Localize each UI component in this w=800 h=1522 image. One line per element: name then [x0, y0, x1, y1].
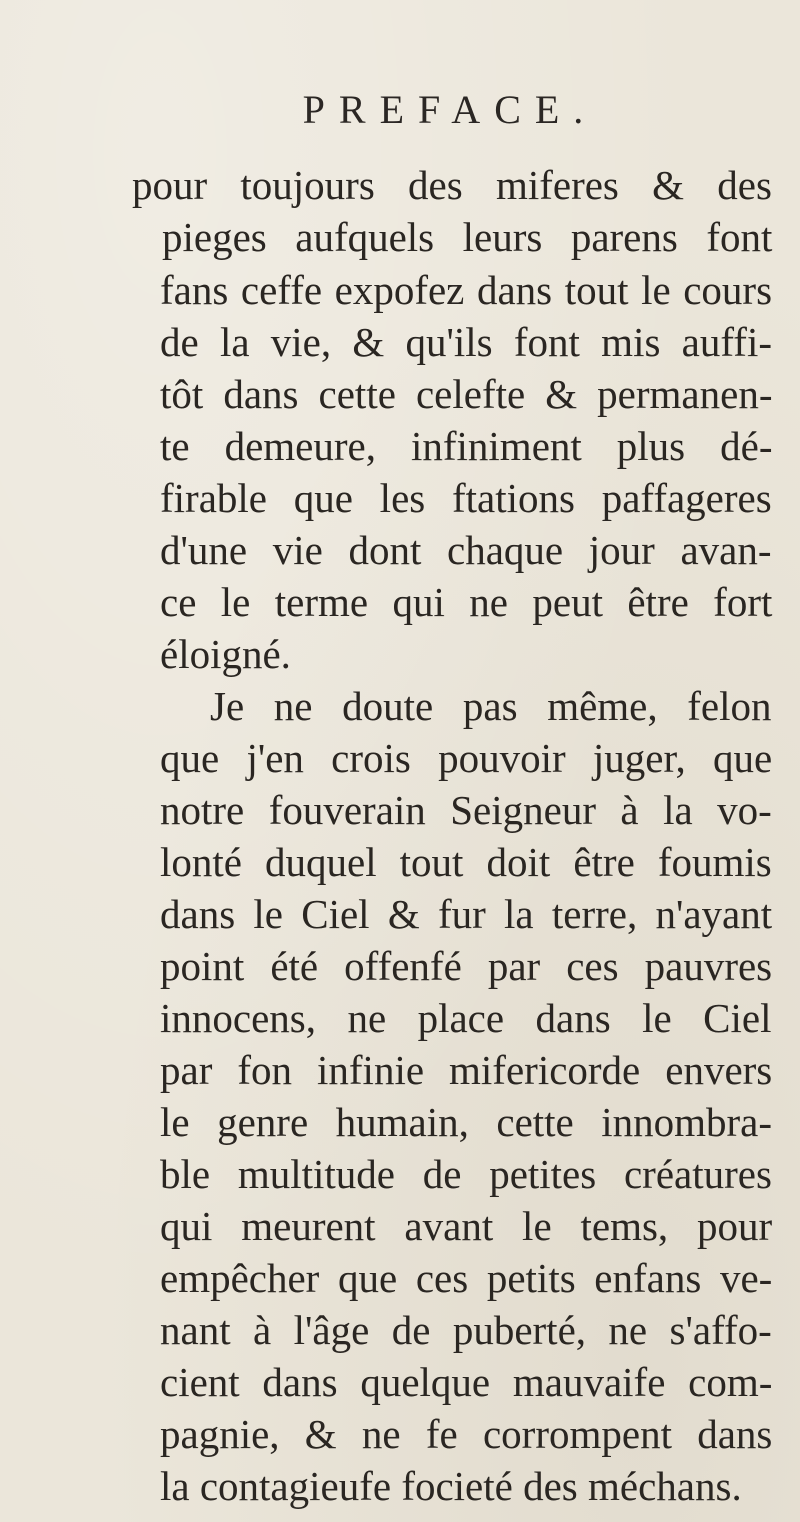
text-line: d'une vie dont chaque jour avan- [160, 527, 772, 573]
text-line: innocens, ne place dans le Ciel [160, 995, 772, 1041]
running-head: PREFACE. [302, 87, 598, 132]
text-line: fans ceffe expofez dans tout le cours [160, 267, 773, 313]
text-line: tôt dans cette celefte & permanen- [160, 371, 773, 417]
text-line: pagnie, & ne fe corrompent dans [160, 1411, 773, 1457]
text-line: point été offenfé par ces pauvres [160, 943, 773, 989]
text-line: qui meurent avant le tems, pour [160, 1203, 773, 1249]
text-line: la contagieufe focieté des méchans. [160, 1463, 742, 1509]
text-line: pour toujours des miferes & des [132, 162, 772, 208]
text-line: lonté duquel tout doit être foumis [160, 839, 772, 885]
text-line: notre fouverain Seigneur à la vo- [160, 787, 772, 833]
text-line: Je ne doute pas même, felon [210, 683, 772, 729]
text-line: de la vie, & qu'ils font mis auffi- [160, 319, 772, 365]
text-line: par fon infinie mifericorde envers [160, 1047, 773, 1093]
text-line: éloigné. [160, 631, 291, 677]
text-line: que j'en crois pouvoir juger, que [160, 735, 773, 781]
text-line: te demeure, infiniment plus dé- [160, 423, 773, 469]
text-line: ce le terme qui ne peut être fort [160, 579, 773, 625]
text-line: cient dans quelque mauvaife com- [160, 1359, 773, 1405]
text-line: dans le Ciel & fur la terre, n'ayant [160, 891, 773, 937]
text-line: firable que les ftations paffageres [160, 475, 772, 521]
text-line: ble multitude de petites créatures [160, 1151, 772, 1197]
text-line: le genre humain, cette innombra- [160, 1099, 773, 1145]
text-line: empêcher que ces petits enfans ve- [160, 1255, 773, 1301]
text-line: nant à l'âge de puberté, ne s'affo- [160, 1307, 772, 1353]
text-line: pieges aufquels leurs parens font [162, 214, 773, 260]
